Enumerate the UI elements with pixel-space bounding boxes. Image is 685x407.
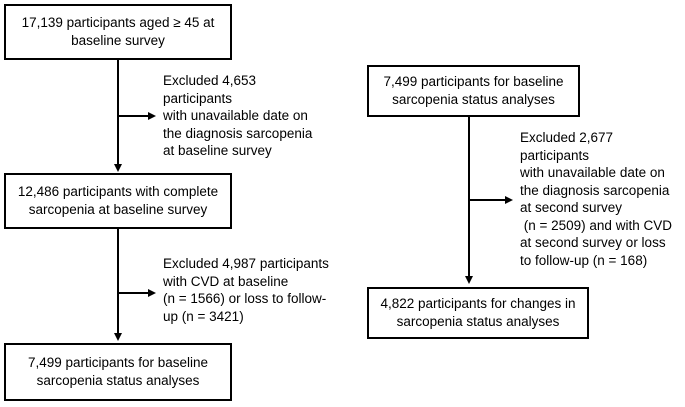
box-changes-analyses [367,287,589,339]
note-line: to follow-up (n = 168) [520,252,648,268]
note-line: (n = 1566) or loss to follow- [163,291,327,306]
note-line: participants [520,147,590,163]
note-line: at second survey or loss [520,235,666,250]
box-baseline-analyses [4,343,232,401]
note-line: with CVD at baseline [163,273,289,289]
box-line: sarcopenia status analyses [396,314,560,329]
note-line: with unavailable date on [520,165,665,180]
note-line: up (n = 3421) [163,308,244,324]
box-line: sarcopenia status analyses [392,92,555,107]
note-line: the diagnosis sarcopenia [163,125,313,141]
box-line: 17,139 participants aged ≥ 45 at [21,15,215,30]
box-line: 4,822 participants for changes in [380,296,576,311]
box-line: 12,486 participants with complete [17,184,219,199]
box-total-participants [4,4,232,60]
box-line: 7,499 participants for baseline [383,74,564,89]
note-line: at baseline survey [163,143,272,158]
note-line: at second survey [520,200,623,215]
note-line: with unavailable date on [163,108,308,123]
note-line: (n = 2509) and with CVD [520,217,672,233]
box-line: sarcopenia at baseline survey [28,202,208,217]
box-complete-sarcopenia [4,173,232,229]
box-line: baseline survey [71,33,165,48]
box-line: sarcopenia status analyses [36,373,200,388]
note-line: the diagnosis sarcopenia [520,182,670,198]
note-exclusion-3 [520,129,672,269]
note-exclusion-2 [163,255,329,325]
note-line: Excluded 2,677 [520,130,614,145]
note-line: participants [163,90,233,106]
note-line: Excluded 4,987 participants [163,256,329,271]
box-right-baseline [367,65,580,117]
box-line: 7,499 participants for baseline [27,355,209,370]
note-line: Excluded 4,653 [163,73,257,88]
note-exclusion-1 [163,72,312,160]
